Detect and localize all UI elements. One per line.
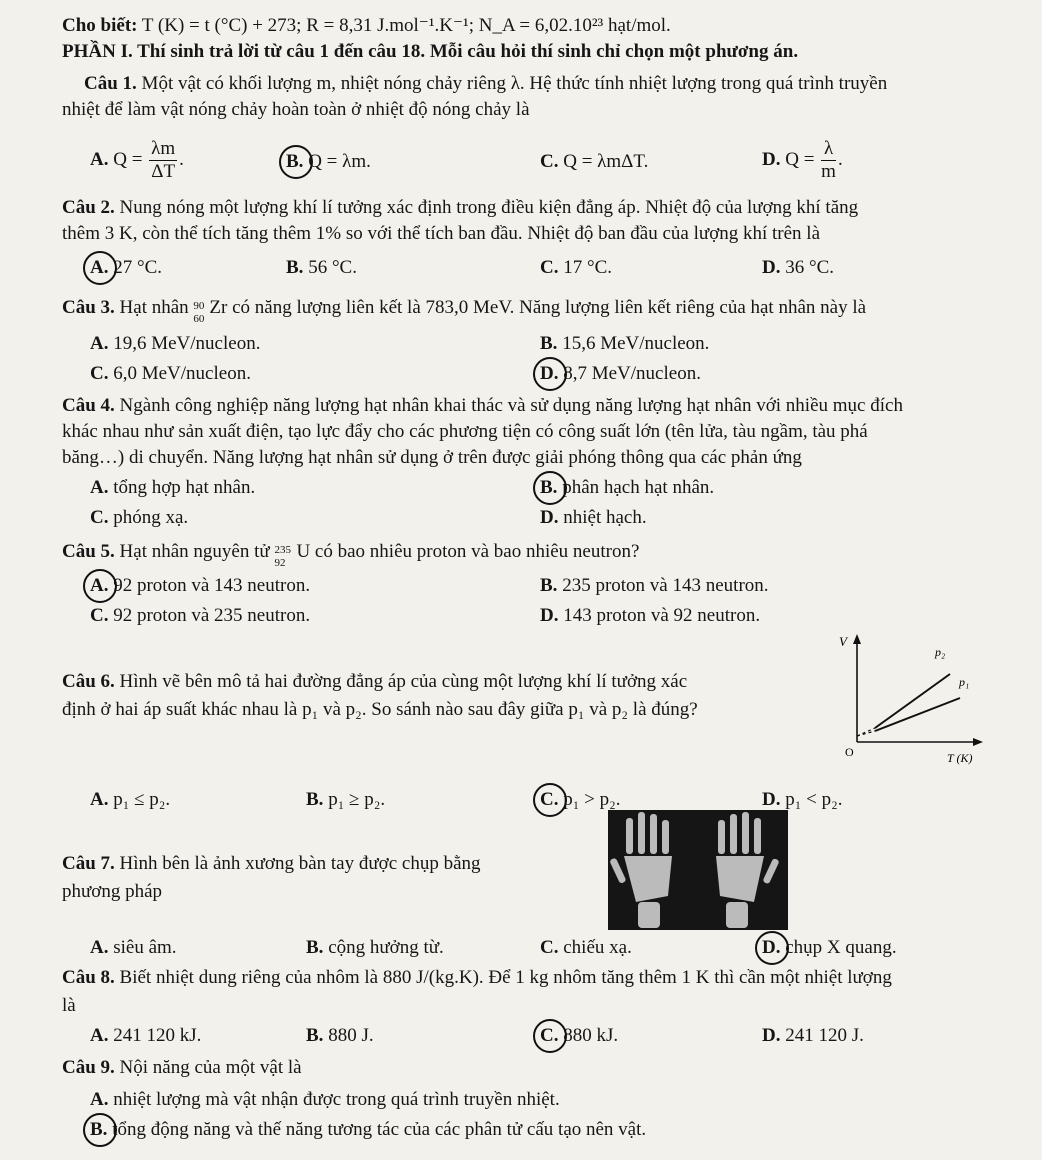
q3-a-label: A.: [90, 333, 109, 354]
q5-pre: Hạt nhân nguyên tử: [119, 541, 270, 562]
q2-a-label-selected: A.: [90, 257, 109, 278]
q1-text-1: Một vật có khối lượng m, nhiệt nóng chảy riêng λ. Hệ thức tính nhiệt lượng trong quá trình truyền: [141, 73, 888, 94]
q2-c-text: 17 °C.: [563, 257, 613, 278]
q5-label: Câu 5.: [62, 541, 115, 562]
q8-text-1: Biết nhiệt dung riêng của nhôm là 880 J/(kg.K). Để 1 kg nhôm tăng thêm 1 K thì cần một nhiệt lượng: [119, 967, 892, 988]
q2-a-text: 27 °C.: [113, 257, 163, 278]
q1-a-num: λm: [151, 138, 176, 159]
given-label: Cho biết:: [62, 15, 138, 36]
q4-option-b[interactable]: [540, 476, 714, 500]
q5-c-label: C.: [90, 605, 109, 626]
q3-symbol: Zr: [209, 297, 228, 318]
q1-option-a[interactable]: [90, 138, 184, 183]
q5-option-d[interactable]: [540, 604, 760, 628]
q9-b-text: tổng động năng và thế năng tương tác của các phân tử cấu tạo nên vật.: [112, 1119, 647, 1140]
q4-c-label: C.: [90, 507, 109, 528]
q3-a-text: 19,6 MeV/nucleon.: [113, 333, 261, 354]
q6-p2-line: [875, 674, 950, 728]
q4-option-d[interactable]: [540, 506, 647, 530]
q8-d-text: 241 120 J.: [785, 1025, 864, 1046]
q1-b-text: Q = λm.: [308, 151, 371, 172]
q3-d-label-selected: D.: [540, 363, 559, 384]
q6-a-label: A.: [90, 789, 109, 810]
q6-stem-line1: [62, 670, 687, 694]
q9-a-text: nhiệt lượng mà vật nhận được trong quá trình truyền nhiệt.: [113, 1089, 560, 1110]
q5-option-c[interactable]: [90, 604, 310, 628]
q1-d-fraction: [821, 138, 836, 183]
q2-d-label: D.: [762, 257, 781, 278]
q9-stem: [62, 1056, 302, 1080]
q3-post: có năng lượng liên kết là 783,0 MeV. Năng lượng liên kết riêng của hạt nhân này là: [232, 297, 867, 318]
q2-b-label: B.: [286, 257, 304, 278]
q5-nuclide: [274, 540, 296, 569]
q1-d-num: λ: [821, 138, 836, 161]
q4-d-label: D.: [540, 507, 559, 528]
q7-b-label: B.: [306, 937, 324, 958]
q7-stem-line1: [62, 852, 481, 876]
q8-option-c[interactable]: [540, 1024, 618, 1048]
q3-atomic-number: 60: [193, 313, 205, 325]
q6-origin-label: O: [845, 745, 854, 759]
q4-stem-line2: khác nhau như sản xuất điện, tạo lực đẩy cho các phương tiện có công suất lớn (tên lửa, tàu ngầm, tàu phá: [62, 421, 868, 442]
q2-option-c[interactable]: [540, 256, 612, 280]
q5-atomic-number: 92: [274, 557, 286, 569]
given-constants: [62, 14, 671, 38]
q1-label: Câu 1.: [84, 73, 137, 94]
q5-c-text: 92 proton và 235 neutron.: [113, 605, 311, 626]
q4-label: Câu 4.: [62, 395, 115, 416]
q8-option-a[interactable]: [90, 1024, 201, 1048]
q3-option-b[interactable]: [540, 332, 709, 356]
q1-c-label: C.: [540, 151, 559, 172]
q6-text-1: Hình vẽ bên mô tả hai đường đẳng áp của cùng một lượng khí lí tưởng xác: [119, 671, 688, 692]
q3-nuclide: [193, 296, 209, 325]
q1-d-end: .: [837, 148, 843, 170]
q2-stem-line1: [62, 196, 858, 220]
q1-b-label-selected: B.: [286, 151, 304, 172]
q1-stem-line2: nhiệt để làm vật nóng chảy hoàn toàn ở nhiệt độ nóng chảy là: [62, 99, 530, 120]
q5-d-text: 143 proton và 92 neutron.: [563, 605, 761, 626]
q6-label: Câu 6.: [62, 671, 115, 692]
q1-d-label: D.: [762, 148, 781, 170]
q3-stem: [62, 296, 867, 325]
q6-option-d[interactable]: [762, 788, 842, 812]
q6-a-text: p₁ ≤ p₂.: [113, 789, 171, 810]
q7-a-text: siêu âm.: [113, 937, 177, 958]
q6-option-c[interactable]: [540, 788, 620, 812]
q4-stem-line3: băng…) di chuyển. Năng lượng hạt nhân sử dụng ở trên được giải phóng thông qua các phản ứng: [62, 447, 802, 468]
q6-t-axis-arrow: [973, 738, 983, 746]
xray-hands-image: [608, 810, 788, 930]
q7-c-label: C.: [540, 937, 559, 958]
q3-d-text: 8,7 MeV/nucleon.: [563, 363, 701, 384]
q9-option-b[interactable]: [90, 1118, 646, 1142]
given-text: T (K) = t (°C) + 273; R = 8,31 J.mol⁻¹.K⁻¹; N_A = 6,02.10²³ hạt/mol.: [141, 15, 671, 36]
q6-p1-label: p₁: [959, 675, 970, 689]
q4-text-1: Ngành công nghiệp năng lượng hạt nhân khai thác và sử dụng năng lượng hạt nhân với nhiều mục đích: [119, 395, 903, 416]
q2-label: Câu 2.: [62, 197, 115, 218]
q6-d-text: p₁ < p₂.: [785, 789, 843, 810]
q3-mass-number: 90: [193, 300, 205, 312]
q5-post: có bao nhiêu proton và bao nhiêu neutron?: [314, 541, 640, 562]
q6-p1-line: [875, 698, 960, 731]
q2-c-label: C.: [540, 257, 559, 278]
q7-text-1: Hình bên là ảnh xương bàn tay được chụp bằng: [119, 853, 481, 874]
q9-b-label-selected: B.: [90, 1119, 108, 1140]
q1-a-end: .: [179, 148, 184, 170]
q5-mass-number: 235: [274, 544, 291, 556]
q6-isobar-graph: [835, 632, 985, 770]
q7-d-text: chụp X quang.: [785, 937, 897, 958]
q1-d-lhs: Q =: [785, 148, 815, 170]
q7-a-label: A.: [90, 937, 109, 958]
q6-p1-dashed: [857, 731, 875, 736]
q5-b-text: 235 proton và 143 neutron.: [562, 575, 769, 596]
q5-symbol: U: [296, 541, 311, 562]
q5-d-label: D.: [540, 605, 559, 626]
q2-stem-line2: thêm 3 K, còn thể tích tăng thêm 1% so với thể tích ban đầu. Nhiệt độ ban đầu của lượng khí trên là: [62, 223, 821, 244]
q6-c-text: p₁ > p₂.: [563, 789, 621, 810]
q4-option-c[interactable]: [90, 506, 188, 530]
q6-p2-label: p₂: [935, 645, 946, 659]
q8-stem-line2: là: [62, 995, 76, 1016]
q5-option-b[interactable]: [540, 574, 769, 598]
q2-b-text: 56 °C.: [308, 257, 357, 278]
q9-a-label: A.: [90, 1089, 109, 1110]
q7-c-text: chiếu xạ.: [563, 937, 632, 958]
q5-stem: [62, 540, 640, 569]
q3-option-c[interactable]: [90, 362, 251, 386]
q8-label: Câu 8.: [62, 967, 115, 988]
q8-c-text: 880 kJ.: [563, 1025, 619, 1046]
q1-option-d[interactable]: [762, 138, 843, 183]
q7-option-c[interactable]: [540, 936, 632, 960]
q5-a-text: 92 proton và 143 neutron.: [113, 575, 311, 596]
q9-text-1: Nội năng của một vật là: [119, 1057, 302, 1078]
q2-d-text: 36 °C.: [785, 257, 835, 278]
q9-label: Câu 9.: [62, 1057, 115, 1078]
q7-option-a[interactable]: [90, 936, 177, 960]
q8-option-b[interactable]: [306, 1024, 374, 1048]
q1-option-b[interactable]: [286, 150, 371, 174]
q7-d-label-selected: D.: [762, 937, 781, 958]
q6-t-label: T (K): [947, 751, 973, 765]
q3-b-label: B.: [540, 333, 558, 354]
q1-a-fraction: [149, 138, 177, 183]
q5-option-a[interactable]: [90, 574, 310, 598]
q1-a-label: A.: [90, 148, 109, 170]
q8-a-label: A.: [90, 1025, 109, 1046]
q5-a-label-selected: A.: [90, 575, 109, 596]
q6-c-label-selected: C.: [540, 789, 559, 810]
q3-label: Câu 3.: [62, 297, 115, 318]
q7-option-d[interactable]: [762, 936, 897, 960]
q6-v-axis-arrow: [853, 634, 861, 644]
q6-b-label: B.: [306, 789, 324, 810]
q4-d-text: nhiệt hạch.: [563, 507, 647, 528]
q4-c-text: phóng xạ.: [113, 507, 189, 528]
q8-a-text: 241 120 kJ.: [113, 1025, 202, 1046]
q3-option-d[interactable]: [540, 362, 701, 386]
q4-stem-line1: [62, 394, 903, 418]
q4-b-label-selected: B.: [540, 477, 558, 498]
q3-pre: Hạt nhân: [119, 297, 189, 318]
q2-option-d[interactable]: [762, 256, 834, 280]
q3-c-label: C.: [90, 363, 109, 384]
q1-stem-line1: [84, 72, 887, 96]
q2-option-b[interactable]: [286, 256, 357, 280]
q7-label: Câu 7.: [62, 853, 115, 874]
q6-option-a[interactable]: [90, 788, 170, 812]
q5-b-label: B.: [540, 575, 558, 596]
q4-a-text: tổng hợp hạt nhân.: [113, 477, 256, 498]
q6-b-text: p₁ ≥ p₂.: [328, 789, 386, 810]
q8-c-label-selected: C.: [540, 1025, 559, 1046]
q3-option-a[interactable]: [90, 332, 260, 356]
q8-option-d[interactable]: [762, 1024, 864, 1048]
q6-stem-line2: định ở hai áp suất khác nhau là p₁ và p₂. So sánh nào sau đây giữa p₁ và p₂ là đúng?: [62, 699, 698, 720]
q8-d-label: D.: [762, 1025, 781, 1046]
q8-stem-line1: [62, 966, 892, 990]
q2-text-1: Nung nóng một lượng khí lí tưởng xác định trong điều kiện đẳng áp. Nhiệt độ của lượng khí tăng: [119, 197, 859, 218]
q7-stem-line2: phương pháp: [62, 881, 163, 902]
q4-option-a[interactable]: [90, 476, 255, 500]
q2-option-a[interactable]: [90, 256, 162, 280]
q3-c-text: 6,0 MeV/nucleon.: [113, 363, 251, 384]
q7-b-text: cộng hưởng từ.: [328, 937, 444, 958]
q3-b-text: 15,6 MeV/nucleon.: [562, 333, 710, 354]
q9-option-a[interactable]: [90, 1088, 560, 1112]
part-title: PHẦN I. Thí sinh trả lời từ câu 1 đến câu 18. Mỗi câu hỏi thí sinh chỉ chọn một phương án.: [62, 41, 799, 62]
q1-c-text: Q = λmΔT.: [563, 151, 649, 172]
q1-d-den: m: [821, 161, 836, 182]
q6-d-label: D.: [762, 789, 781, 810]
q4-a-label: A.: [90, 477, 109, 498]
q1-a-lhs: Q =: [113, 148, 143, 170]
q8-b-text: 880 J.: [328, 1025, 374, 1046]
q8-b-label: B.: [306, 1025, 324, 1046]
q6-option-b[interactable]: [306, 788, 385, 812]
q7-option-b[interactable]: [306, 936, 444, 960]
q1-option-c[interactable]: [540, 150, 648, 174]
q1-a-den: ΔT: [151, 161, 176, 182]
q4-b-text: phân hạch hạt nhân.: [562, 477, 715, 498]
q6-v-label: V: [839, 634, 847, 649]
